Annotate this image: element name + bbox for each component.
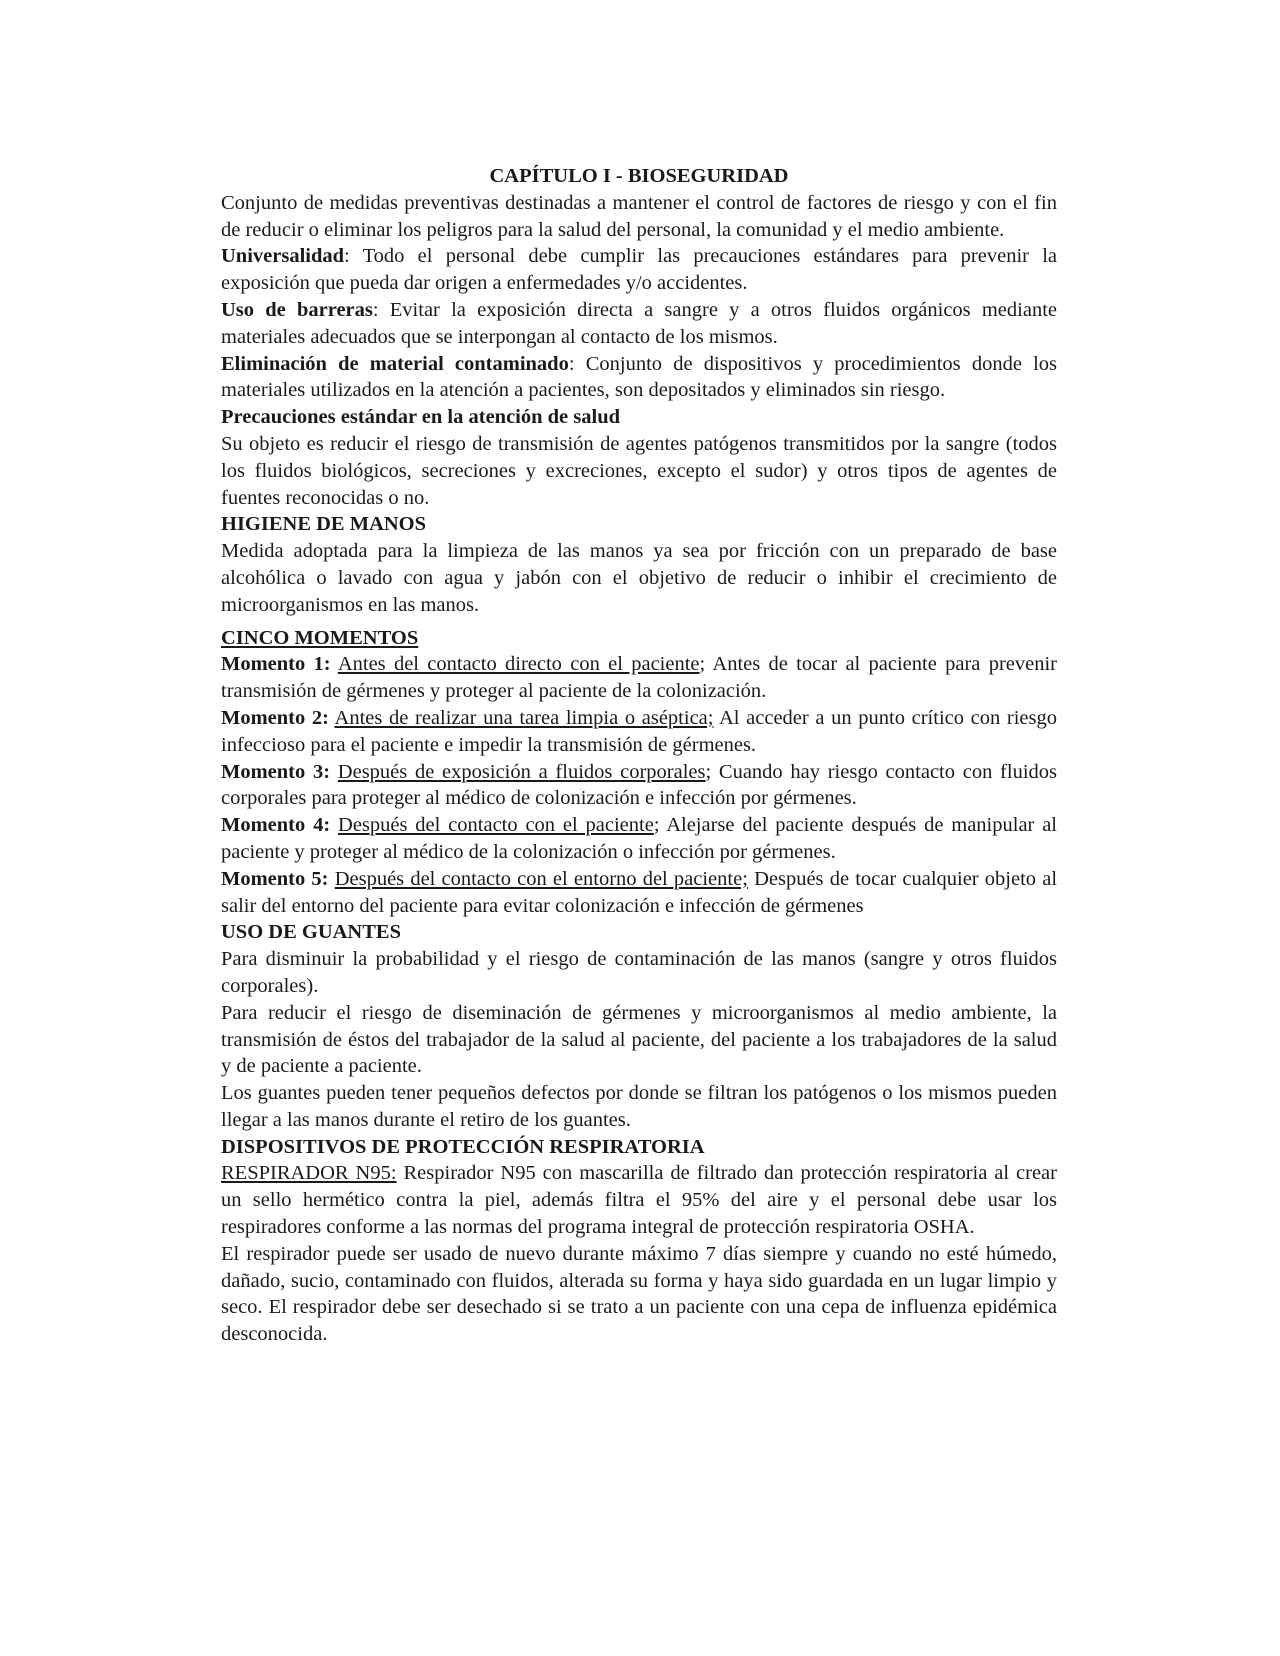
respirador-paragraph bbox=[221, 1160, 1057, 1240]
guantes-paragraph: Para disminuir la probabilidad y el riesgo de contaminación de las manos (sangre y otros fluidos corporales). bbox=[221, 948, 1057, 997]
momento-label: Momento 2: bbox=[221, 706, 329, 729]
momento-title: Después del contacto con el paciente bbox=[338, 814, 654, 837]
respirador-text: Respirador N95 con mascarilla de filtrado dan protección respiratoria al crear un sello hermético contra la piel, además filtra el 95% del aire y el personal debe usar los respiradores conforme a las normas del programa integral de protección respiratoria OSHA. bbox=[221, 1162, 1057, 1239]
precauciones-paragraph: Su objeto es reducir el riesgo de transmisión de agentes patógenos transmitidos por la sangre (todos los fluidos biológicos, secreciones y excreciones, excepto el sudor) y otros tipos de agentes de fuentes reconocidas o no. bbox=[221, 432, 1057, 509]
momento-title: Después de exposición a fluidos corporales bbox=[337, 760, 706, 783]
momento-item bbox=[221, 866, 1057, 920]
momento-text: ; Antes de tocar al paciente para prevenir transmisión de gérmenes y proteger al paciente de la colonización. bbox=[221, 653, 1057, 703]
precauciones-heading: Precauciones estándar en la atención de salud bbox=[221, 406, 620, 429]
respirador-reuse-paragraph: El respirador puede ser usado de nuevo durante máximo 7 días siempre y cuando no esté húmedo, dañado, sucio, contaminado con fluidos, alterada su forma y haya sido guardada en un lugar limpio y seco. El respirador debe ser desechado si se trato a un paciente con una cepa de influenza epidémica desconocida. bbox=[221, 1242, 1057, 1346]
principle-term: Uso de barreras bbox=[221, 298, 373, 321]
higiene-heading: HIGIENE DE MANOS bbox=[221, 513, 427, 536]
higiene-paragraph: Medida adoptada para la limpieza de las manos ya sea por fricción con un preparado de base alcohólica o lavado con agua y jabón con el objetivo de reducir o inhibir el crecimiento de microorganismos en las manos. bbox=[221, 540, 1057, 616]
momento-label: Momento 4: bbox=[221, 814, 331, 837]
momento-title: Antes del contacto directo con el paciente bbox=[337, 653, 700, 676]
momento-item bbox=[221, 812, 1057, 866]
guantes-paragraph: Para reducir el riesgo de diseminación de gérmenes y microorganismos al medio ambiente, la transmisión de éstos del trabajador de la salud al paciente, del paciente a los trabajadores de la salud y de paciente a paciente. bbox=[221, 1001, 1057, 1078]
respiratoria-heading: DISPOSITIVOS DE PROTECCIÓN RESPIRATORIA bbox=[221, 1135, 705, 1158]
chapter-title: CAPÍTULO I - BIOSEGURIDAD bbox=[489, 165, 789, 187]
momentos-heading: CINCO MOMENTOS bbox=[221, 626, 419, 649]
momento-title: Antes de realizar una tarea limpia o aséptica; bbox=[334, 706, 714, 729]
principle-eliminacion bbox=[221, 351, 1057, 405]
guantes-paragraph: Los guantes pueden tener pequeños defectos por donde se filtran los patógenos o los mismos pueden llegar a las manos durante el retiro de los guantes. bbox=[221, 1082, 1057, 1131]
momento-label: Momento 1: bbox=[221, 653, 331, 676]
principle-universalidad bbox=[221, 243, 1057, 297]
intro-paragraph: Conjunto de medidas preventivas destinadas a mantener el control de factores de riesgo y con el fin de reducir o eliminar los peligros para la salud del personal, la comunidad y el medio ambiente. bbox=[221, 191, 1057, 241]
momento-item bbox=[221, 759, 1057, 813]
momento-title: Después del contacto con el entorno del paciente; bbox=[334, 867, 748, 890]
momento-text: Al acceder a un punto crítico con riesgo infeccioso para el paciente e impedir la transmisión de gérmenes. bbox=[221, 706, 1057, 756]
momento-text: ; Alejarse del paciente después de manipular al paciente y proteger al médico de la colonización o infección por gérmenes. bbox=[221, 814, 1057, 863]
principle-term: Eliminación de material contaminado bbox=[221, 352, 569, 375]
respirador-label: RESPIRADOR N95: bbox=[221, 1162, 397, 1185]
principle-uso-de-barreras bbox=[221, 297, 1057, 351]
principle-text: : Todo el personal debe cumplir las precauciones estándares para prevenir la exposición que pueda dar origen a enfermedades y/o accidentes. bbox=[221, 245, 1057, 295]
principle-term: Universalidad bbox=[221, 245, 345, 268]
principle-text: : Conjunto de dispositivos y procedimientos donde los materiales utilizados en la atención a pacientes, son depositados y eliminados sin riesgo. bbox=[221, 352, 1058, 402]
momento-label: Momento 5: bbox=[221, 867, 329, 890]
momento-item bbox=[221, 705, 1057, 759]
momento-text: ; Cuando hay riesgo contacto con fluidos corporales para proteger al médico de colonización e infección por gérmenes. bbox=[221, 760, 1057, 810]
momento-label: Momento 3: bbox=[221, 760, 331, 783]
momento-text: Después de tocar cualquier objeto al salir del entorno del paciente para evitar colonización e infección de gérmenes bbox=[221, 867, 1058, 917]
guantes-heading: USO DE GUANTES bbox=[221, 921, 401, 944]
document-page bbox=[221, 163, 1057, 1348]
principle-text: : Evitar la exposición directa a sangre y a otros fluidos orgánicos mediante materiales adecuados que se interpongan al contacto de los mismos. bbox=[221, 298, 1057, 348]
momento-item bbox=[221, 651, 1057, 705]
